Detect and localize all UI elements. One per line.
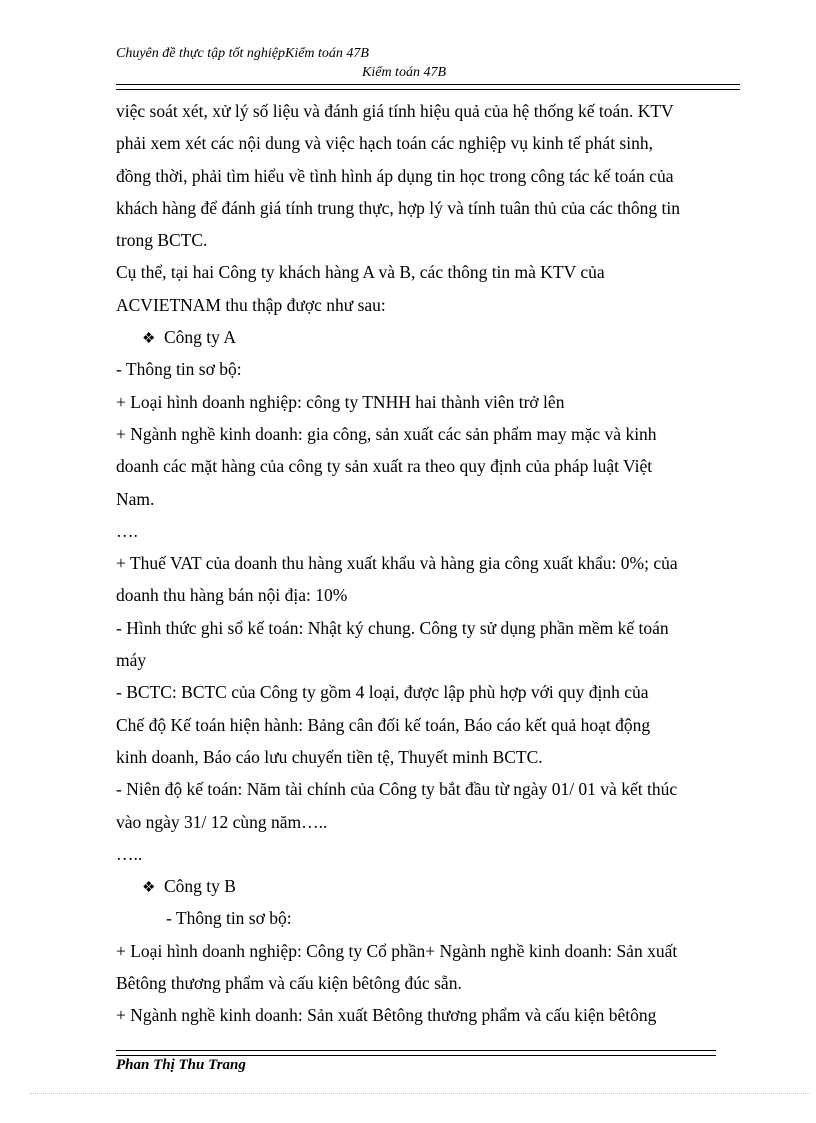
section-heading-company-a (116, 321, 746, 353)
paragraph-line: đồng thời, phải tìm hiểu về tình hình áp dụng tin học trong công tác kế toán của (116, 165, 674, 186)
paragraph-line: - Niên độ kế toán: Năm tài chính của Công ty bắt đầu từ ngày 01/ 01 và kết thúc (116, 779, 678, 800)
paragraph-line: - Hình thức ghi sổ kế toán: Nhật ký chung. Công ty sử dụng phần mềm kế toán (116, 617, 669, 638)
paragraph-line: - BCTC: BCTC của Công ty gồm 4 loại, được lập phù hợp với quy định của (116, 682, 649, 703)
paragraph-line: việc soát xét, xử lý số liệu và đánh giá tính hiệu quả của hệ thống kế toán. KTV (116, 101, 674, 121)
paragraph-line: vào ngày 31/ 12 cùng năm….. (116, 811, 328, 832)
paragraph-line: + Ngành nghề kinh doanh: gia công, sản xuất các sản phẩm may mặc và kinh (116, 423, 657, 444)
section-heading-company-b (116, 870, 746, 902)
footer-divider (116, 1050, 716, 1056)
page-edge-divider (30, 1093, 810, 1094)
paragraph-line: + Thuế VAT của doanh thu hàng xuất khẩu và hàng gia công xuất khẩu: 0%; của (116, 553, 678, 574)
section-heading-text: Công ty A (164, 327, 236, 348)
paragraph-line: Nam. (116, 488, 155, 509)
paragraph-line: Cụ thể, tại hai Công ty khách hàng A và B, các thông tin mà KTV của (116, 262, 605, 283)
paragraph-line: trong BCTC. (116, 230, 208, 251)
paragraph-line: ACVIETNAM thu thập được như sau: (116, 294, 386, 315)
diamond-bullet-icon: ❖ (142, 880, 156, 897)
footer-author: Phan Thị Thu Trang (116, 1057, 246, 1073)
paragraph-line: doanh thu hàng bán nội địa: 10% (116, 585, 348, 606)
diamond-bullet-icon: ❖ (142, 331, 156, 348)
paragraph-line: - Thông tin sơ bộ: (166, 908, 292, 929)
paragraph-line: phải xem xét các nội dung và việc hạch toán các nghiệp vụ kinh tế phát sinh, (116, 133, 653, 154)
paragraph-line: + Loại hình doanh nghiệp: Công ty Cổ phần+ Ngành nghề kinh doanh: Sản xuất (116, 940, 678, 961)
document-body (116, 95, 746, 1032)
paragraph-line: + Loại hình doanh nghiệp: công ty TNHH hai thành viên trở lên (116, 391, 565, 412)
paragraph-line: khách hàng để đánh giá tính trung thực, hợp lý và tính tuân thủ của các thông tin (116, 197, 681, 218)
header-title: Chuyên đề thực tập tốt nghiệpKiểm toán 47B (116, 46, 369, 61)
paragraph-line: kinh doanh, Báo cáo lưu chuyển tiền tệ, Thuyết minh BCTC. (116, 746, 543, 767)
paragraph-line: Chế độ Kế toán hiện hành: Bảng cân đối kế toán, Báo cáo kết quả hoạt động (116, 714, 651, 735)
paragraph-line: - Thông tin sơ bộ: (116, 359, 242, 380)
header-subtitle: Kiểm toán 47B (362, 65, 446, 80)
paragraph-line: + Ngành nghề kinh doanh: Sản xuất Bêtông thương phẩm và cấu kiện bêtông (116, 1005, 657, 1026)
paragraph-line: Bêtông thương phẩm và cấu kiện bêtông đúc sẵn. (116, 973, 462, 994)
section-heading-text: Công ty B (164, 876, 236, 897)
ellipsis-line: …. (116, 520, 138, 541)
ellipsis-line: ….. (116, 843, 143, 864)
paragraph-line: máy (116, 650, 147, 671)
header-divider (116, 84, 740, 90)
paragraph-line: doanh các mặt hàng của công ty sản xuất ra theo quy định của pháp luật Việt (116, 456, 653, 477)
